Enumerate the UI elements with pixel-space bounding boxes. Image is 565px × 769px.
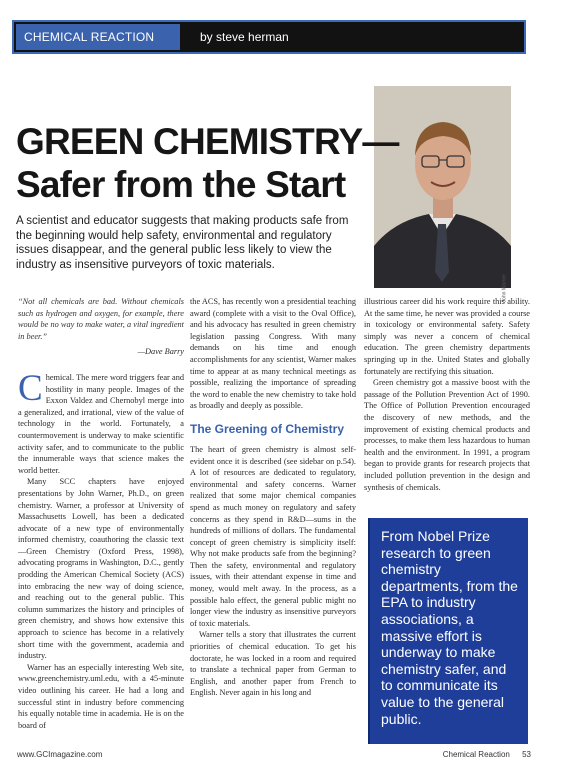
header-bar: [12, 20, 526, 54]
body-paragraph-3: Warner has an especially interesting Web site, www.greenchemistry.uml.edu, with a 45-minute video outlining his career. He had a long and successful stint in industry before commencing his equally notable time in academia. He is on the board of: [18, 662, 184, 730]
photo-credit: John Warner: [501, 274, 507, 303]
section-tag: CHEMICAL REACTION: [16, 24, 180, 50]
byline: by steve herman: [200, 30, 289, 44]
headline-line-1: GREEN CHEMISTRY—: [16, 121, 399, 162]
drop-cap: C: [18, 367, 43, 409]
body-paragraph-4: the ACS, has recently won a presidential teaching award (complete with a visit to the Oval Office), and his advocacy has resulted in green chemistry legislation passing Congress. With many demands on his time and enough accomplishments for any scientist, Warner makes time to appear at as many technical meetings as possible, realizing the importance of spreading the word to enable the new chemistry to take hold as broadly and deeply as possible.: [190, 297, 356, 411]
body-paragraph-7: illustrious career did his work require this ability. At the same time, he never was provided a course in toxicology or environmental safety. Safety simply was never a concern of chemical education. The green chemistry departments springing up in the. United States and globally fortunately are rectifying this situation.: [364, 297, 530, 376]
page-number: 53: [522, 750, 531, 759]
body-paragraph-6: Warner tells a story that illustrates the current priorities of chemical education. To get his doctorate, he was locked in a room and required to translate a technical paper from German to English, and another paper from French to English. Never again in his long and: [190, 630, 356, 698]
body-paragraph-1: [18, 367, 184, 476]
pull-quote: From Nobel Prize research to green chemistry departments, from the EPA to industry associations, a massive effort is underway to make chemistry safer, and to communicate its value to the general public.: [368, 518, 528, 744]
epigraph-attribution: —Dave Barry: [137, 347, 184, 357]
deck: A scientist and educator suggests that making products safe from the beginning would help safety, environmental and regulatory issues disappear, and the general public less likely to view the industry as insensitive purveyors of toxic materials.: [16, 215, 349, 271]
epigraph-quote: “Not all chemicals are bad. Without chemicals such as hydrogen and oxygen, for example, there would be no way to make water, a vital ingredient in beer.”: [18, 297, 184, 341]
body-paragraph-1-text: hemical. The mere word triggers fear and hostility in many people. Images of the Exxon Valdez and Chernobyl merge into a generalized, and irrational, view of the value of technology in the world. Fortunately, a countermovement is underway to make scientific activity safer, and to communicate to the public the innumerable ways that science makes the world better.: [18, 372, 184, 475]
column-1: [18, 296, 184, 731]
column-2: [190, 296, 356, 699]
headline-line-2: Safer from the Start: [16, 164, 346, 205]
footer-right: [443, 750, 531, 759]
footer: [17, 748, 531, 762]
body-paragraph-2: Many SCC chapters have enjoyed presentations by John Warner, Ph.D., on green chemistry. Warner, a professor at University of Massachusetts Lowell, has been a dedicated advocate of a new type of environmentally informed chemistry, coauthoring the classic text—Green Chemistry (Oxford Press, 1998), advocating programs in Washington, D.C., gently prodding the American Chemical Society (ACS) into embracing the new way of doing science, and reaching out to the general public. This column summarizes the history and principles of green chemistry, and shows how extensive this approach to science has become in a relatively short time with the government, academia and industry.: [18, 477, 184, 661]
footer-section: Chemical Reaction: [442, 750, 510, 759]
column-3: [364, 296, 530, 493]
body-paragraph-8: Green chemistry got a massive boost with the passage of the Pollution Prevention Act of 1990. The Office of Pollution Prevention encouraged the discovery of new methods, and the improvement of existing chemical products and processes, to make them less hazardous to human health and the environment. In 1991, a program began to provide grants for research projects that included pollution prevention in the design and synthesis of chemicals.: [364, 378, 530, 492]
body-paragraph-5: The heart of green chemistry is almost self-evident once it is described (see sidebar on p.54). A lot of resources are dedicated to regulatory, environmental and safety concerns. Warner realized that some major chemical companies spend as much money on regulatory and safety concerns as they spend in R&D—sums in the hundreds of millions of dollars. The fundamental concept of green chemistry is simplicity itself: Why not make products safe from the beginning? Then the safety, environmental and regulatory issues, with their attendant expense in time and money, would melt away. In the process, as a possible halo effect, the general public might no longer view the industry as insensitive purveyors of toxic materials.: [190, 444, 356, 628]
headline: [16, 120, 399, 206]
footer-website: www.GCImagazine.com: [17, 750, 103, 759]
subhead: The Greening of Chemistry: [190, 421, 345, 436]
